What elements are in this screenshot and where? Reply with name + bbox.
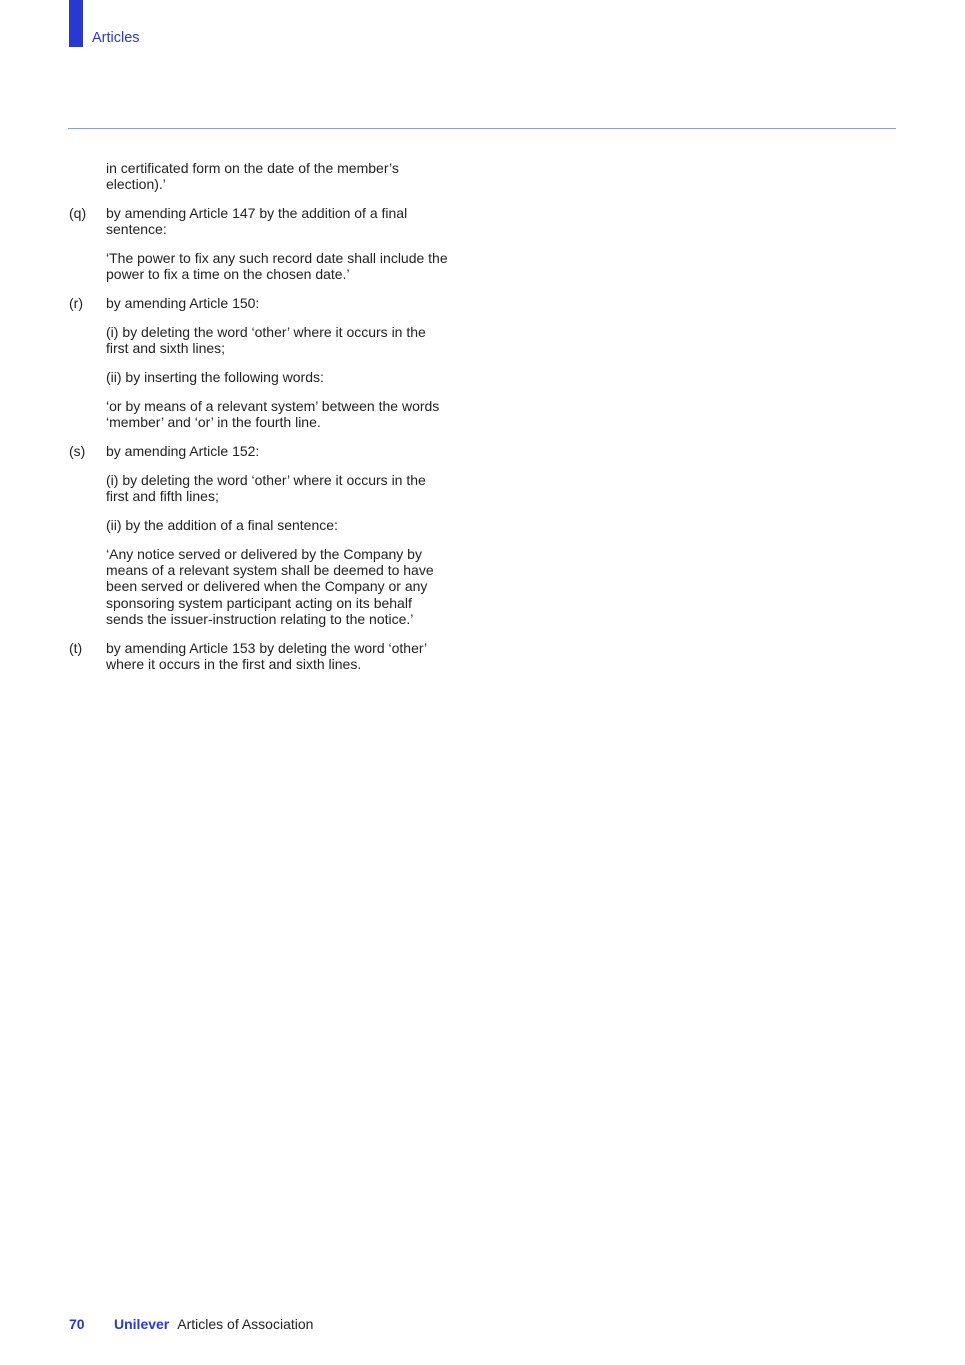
quote-r: ‘or by means of a relevant system’ between the words ‘member’ and ‘or’ in the fourth line. (106, 397, 440, 431)
list-item-r (69, 295, 479, 311)
item-text-q: by amending Article 147 by the addition of a final sentence: (106, 205, 408, 238)
subitem-r-i: (i) by deleting the word ‘other’ where it occurs in the first and sixth lines; (106, 324, 426, 357)
item-text-s: by amending Article 152: (106, 443, 260, 460)
list-item-s (69, 443, 479, 459)
section-label: Articles (92, 30, 140, 46)
brand-name: Unilever (114, 1316, 170, 1332)
list-item-q (69, 205, 479, 238)
section-tab-marker (69, 0, 83, 47)
quote-s: ‘Any notice served or delivered by the Company by means of a relevant system shall be deemed to have been served or delivered when the Company or any sponsoring system participant acting on its behalf sends the issuer-instruction relating to the notice.’ (106, 545, 434, 627)
header-divider (68, 128, 896, 129)
list-item-t (69, 640, 479, 673)
item-label-s: (s) (69, 443, 86, 460)
item-label-t: (t) (69, 639, 83, 656)
subitem-s-ii: (ii) by the addition of a final sentence: (106, 516, 338, 533)
subitem-s-i: (i) by deleting the word ‘other’ where it occurs in the first and fifth lines; (106, 471, 426, 505)
item-text-r: by amending Article 150: (106, 295, 260, 312)
item-label-q: (q) (69, 205, 87, 222)
document-title: Articles of Association (177, 1316, 314, 1332)
quote-q: ‘The power to fix any such record date shall include the power to fix a time on the chosen date.’ (106, 250, 448, 283)
item-text-t: by amending Article 153 by deleting the word ‘other’ where it occurs in the first and sixth lines. (106, 639, 428, 673)
page-footer (69, 1316, 313, 1333)
subitem-r-ii: (ii) by inserting the following words: (106, 369, 324, 386)
article-content (69, 160, 479, 685)
continuation-paragraph: in certificated form on the date of the member’s election).’ (106, 160, 399, 193)
item-label-r: (r) (69, 295, 83, 312)
page-number: 70 (69, 1316, 85, 1332)
